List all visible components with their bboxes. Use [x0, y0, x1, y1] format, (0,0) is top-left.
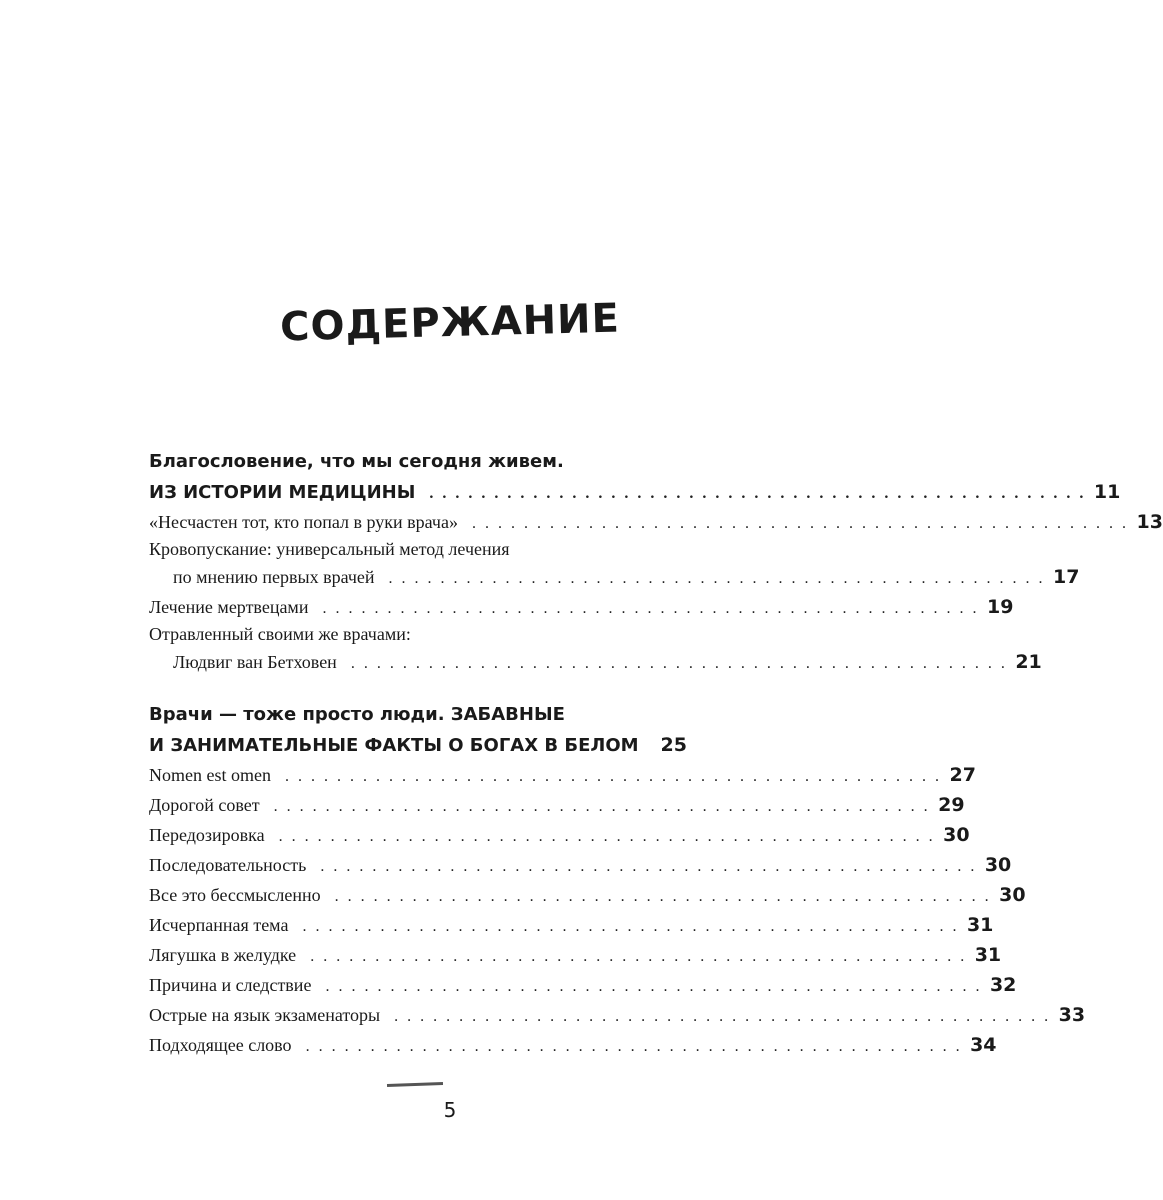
dot-leader: . . . . . . . . . . . . . . . . . . . . . . . . . . . . . . . . . . . . . . . . . . . . . . . . . . .: [273, 798, 931, 815]
toc-section: [149, 700, 1086, 1060]
entry-title: Острые на язык экзаменаторы: [149, 1005, 381, 1025]
toc-entry[interactable]: [149, 880, 1026, 910]
section-heading-line1: Благословение, что мы сегодня живем.: [149, 451, 564, 472]
toc-entry[interactable]: [149, 507, 1163, 537]
toc-entry[interactable]: [149, 940, 1002, 970]
dot-leader: . . . . . . . . . . . . . . . . . . . . . . . . . . . . . . . . . . . . . . . . . . . . . . . . . . .: [325, 978, 982, 995]
page-ref: 33: [1058, 1004, 1086, 1026]
entry-title-line2: по мнению первых врачей: [173, 567, 375, 587]
entry-title: Передозировка: [149, 825, 265, 845]
dot-leader: . . . . . . . . . . . . . . . . . . . . . . . . . . . . . . . . . . . . . . . . . . . . . . . . . . .: [471, 515, 1129, 532]
toc-entry[interactable]: [149, 537, 1080, 592]
page-title: СОДЕРЖАНИЕ: [279, 295, 621, 351]
dot-leader: . . . . . . . . . . . . . . . . . . . . . . . . . . . . . . . . . . . . . . . . . . . . . . . . . . .: [322, 600, 979, 617]
section-heading-row[interactable]: [149, 477, 1121, 507]
entry-title: Исчерпанная тема: [149, 915, 289, 935]
dot-leader: . . . . . . . . . . . . . . . . . . . . . . . . . . . . . . . . . . . . . . . . . . . . . . . . . . .: [429, 485, 1086, 502]
footer-rule: [387, 1082, 443, 1087]
entry-title: Причина и следствие: [149, 975, 312, 995]
toc-section: [149, 447, 1163, 677]
toc-entry[interactable]: [149, 910, 994, 940]
section-heading-row[interactable]: [149, 730, 685, 760]
toc-entry[interactable]: [149, 592, 1014, 622]
page-ref: 31: [966, 914, 994, 936]
toc-entry[interactable]: [149, 850, 1012, 880]
page-ref: 21: [1015, 651, 1042, 673]
dot-leader: . . . . . . . . . . . . . . . . . . . . . . . . . . . . . . . . . . . . . . . . . . . . . . . . . . .: [278, 828, 936, 845]
dot-leader: . . . . . . . . . . . . . . . . . . . . . . . . . . . . . . . . . . . . . . . . . . . . . . . . . . .: [334, 888, 992, 905]
toc-entry[interactable]: [149, 622, 1042, 677]
entry-title: Подходящее слово: [149, 1035, 292, 1055]
toc-entry[interactable]: [149, 790, 965, 820]
toc-entry[interactable]: [149, 760, 976, 790]
section-heading-line1: Врачи — тоже просто люди. ЗАБАВНЫЕ: [149, 704, 565, 725]
table-of-contents: [149, 447, 1163, 1083]
page-ref: 25: [660, 734, 687, 756]
toc-entry[interactable]: [149, 820, 970, 850]
entry-title-line2: Людвиг ван Бетховен: [173, 652, 337, 672]
entry-title-line1: Кровопускание: универсальный метод лечения: [149, 539, 510, 559]
page-ref: 30: [943, 824, 970, 846]
dot-leader: . . . . . . . . . . . . . . . . . . . . . . . . . . . . . . . . . . . . . . . . . . . . . . . . . . .: [388, 570, 1046, 587]
entry-title: Все это бессмысленно: [149, 885, 321, 905]
page-ref: 27: [949, 764, 976, 786]
dot-leader: . . . . . . . . . . . . . . . . . . . . . . . . . . . . . . . . . . . . . . . . . . . . . . . . . . .: [310, 948, 967, 965]
page-ref: 30: [999, 884, 1026, 906]
toc-entry[interactable]: [149, 1030, 997, 1060]
section-heading-line2: И ЗАНИМАТЕЛЬНЫЕ ФАКТЫ О БОГАХ В БЕЛОМ: [149, 735, 639, 756]
page-ref: 17: [1053, 566, 1080, 588]
entry-title: Лечение мертвецами: [149, 597, 309, 617]
page-ref: 31: [974, 944, 1002, 966]
toc-entry[interactable]: [149, 970, 1017, 1000]
page-ref: 13: [1136, 511, 1163, 533]
dot-leader: . . . . . . . . . . . . . . . . . . . . . . . . . . . . . . . . . . . . . . . . . . . . . . . . . . .: [350, 655, 1008, 672]
entry-title: Nomen est omen: [149, 765, 271, 785]
dot-leader: . . . . . . . . . . . . . . . . . . . . . . . . . . . . . . . . . . . . . . . . . . . . . . . . . . .: [305, 1038, 963, 1055]
page-ref: 19: [986, 596, 1014, 618]
toc-entry[interactable]: [149, 1000, 1086, 1030]
dot-leader: . . . . . . . . . . . . . . . . . . . . . . . . . . . . . . . . . . . . . . . . . . . . . . . . . . .: [284, 768, 942, 785]
dot-leader: . . . . . . . . . . . . . . . . . . . . . . . . . . . . . . . . . . . . . . . . . . . . . . . . . . .: [320, 858, 977, 875]
entry-title: Последовательность: [149, 855, 307, 875]
page-ref: 34: [970, 1034, 997, 1056]
entry-title: Лягушка в желудке: [149, 945, 297, 965]
page-ref: 30: [984, 854, 1012, 876]
page-number: 5: [443, 1098, 457, 1122]
entry-title-line1: Отравленный своими же врачами:: [149, 624, 411, 644]
entry-title: «Несчастен тот, кто попал в руки врача»: [149, 512, 458, 532]
dot-leader: . . . . . . . . . . . . . . . . . . . . . . . . . . . . . . . . . . . . . . . . . . . . . . . . . . .: [394, 1008, 1051, 1025]
section-heading-line2: ИЗ ИСТОРИИ МЕДИЦИНЫ: [149, 482, 416, 503]
page-ref: 29: [938, 794, 965, 816]
page-ref: 32: [989, 974, 1017, 996]
entry-title: Дорогой совет: [149, 795, 260, 815]
page-ref: 11: [1093, 481, 1121, 503]
dot-leader: . . . . . . . . . . . . . . . . . . . . . . . . . . . . . . . . . . . . . . . . . . . . . . . . . . .: [302, 918, 959, 935]
